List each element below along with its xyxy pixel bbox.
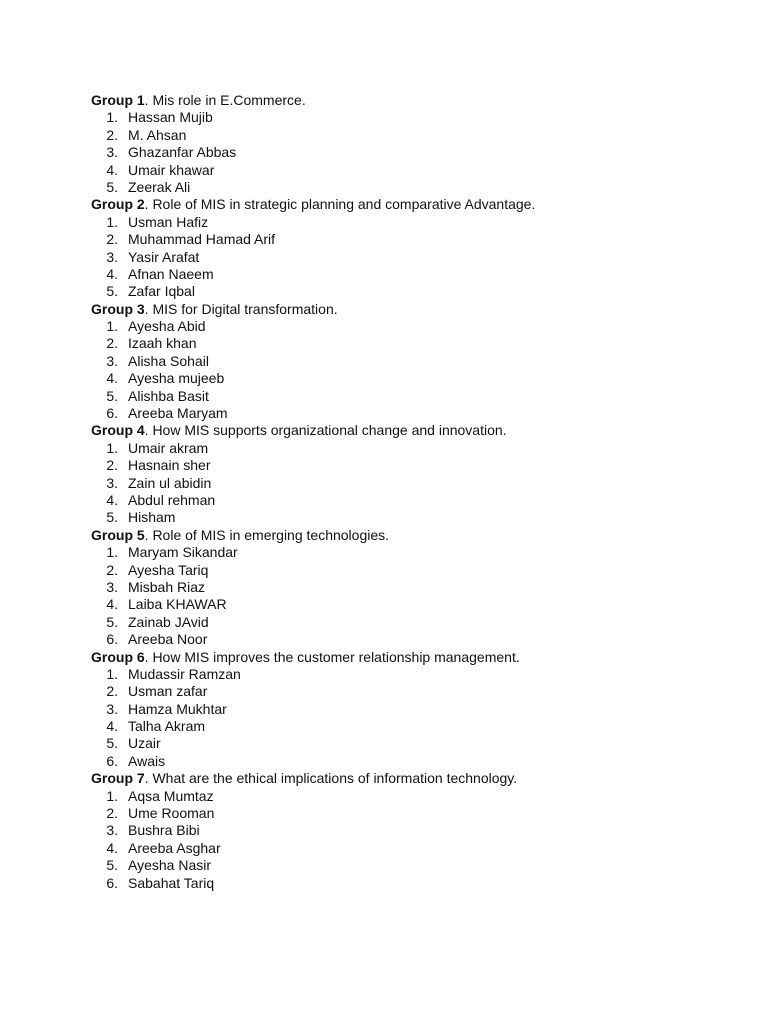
list-item bbox=[91, 214, 731, 231]
list-item bbox=[91, 788, 731, 805]
list-item-number: 3. bbox=[106, 248, 118, 265]
list-item-number: 1. bbox=[106, 544, 118, 561]
list-item-number: 2. bbox=[106, 561, 118, 578]
list-item-number: 3. bbox=[106, 578, 118, 595]
member-name: Muhammad Hamad Arif bbox=[128, 231, 276, 248]
group-topic: . Mis role in E.Commerce. bbox=[144, 92, 306, 108]
list-item-number: 6. bbox=[106, 752, 118, 769]
list-item-number: 4. bbox=[106, 161, 118, 178]
list-item-number: 1. bbox=[106, 109, 118, 126]
member-list bbox=[91, 666, 731, 770]
list-item bbox=[91, 109, 731, 126]
list-item-number: 6. bbox=[106, 874, 118, 891]
member-name: Umair khawar bbox=[128, 161, 215, 178]
member-name: Areeba Maryam bbox=[128, 405, 228, 422]
group-section bbox=[91, 301, 731, 423]
list-item-number: 4. bbox=[106, 839, 118, 856]
group-heading bbox=[91, 92, 731, 109]
list-item bbox=[91, 405, 731, 422]
member-list bbox=[91, 109, 731, 196]
group-heading bbox=[91, 770, 731, 787]
list-item-number: 5. bbox=[106, 613, 118, 630]
list-item bbox=[91, 475, 731, 492]
member-name: Areeba Noor bbox=[128, 631, 208, 648]
member-name: Misbah Riaz bbox=[128, 578, 206, 595]
list-item-number: 3. bbox=[106, 352, 118, 369]
list-item-number: 5. bbox=[106, 735, 118, 752]
member-name: Yasir Arafat bbox=[128, 248, 200, 265]
list-item-number: 4. bbox=[106, 370, 118, 387]
group-topic: . Role of MIS in strategic planning and comparative Advantage. bbox=[144, 196, 536, 213]
member-name: Zafar Iqbal bbox=[128, 283, 195, 300]
list-item bbox=[91, 596, 731, 613]
group-heading bbox=[91, 649, 731, 666]
member-name: Sabahat Tariq bbox=[128, 874, 215, 891]
list-item-number: 3. bbox=[106, 474, 118, 491]
group-label: Group 7 bbox=[91, 770, 145, 787]
list-item-number: 1. bbox=[106, 213, 118, 230]
list-item-number: 4. bbox=[106, 491, 118, 508]
list-item bbox=[91, 805, 731, 822]
list-item bbox=[91, 127, 731, 144]
group-topic: . MIS for Digital transformation. bbox=[144, 300, 338, 317]
list-item-number: 4. bbox=[106, 596, 118, 613]
list-item-number: 1. bbox=[106, 439, 118, 456]
list-item bbox=[91, 318, 731, 335]
list-item bbox=[91, 718, 731, 735]
member-name: Ayesha Tariq bbox=[128, 561, 209, 578]
member-name: Uzair bbox=[128, 735, 161, 752]
list-item-number: 3. bbox=[106, 700, 118, 717]
member-name: Afnan Naeem bbox=[128, 265, 214, 282]
member-name: M. Ahsan bbox=[128, 126, 187, 143]
list-item bbox=[91, 579, 731, 596]
member-name: Izaah khan bbox=[128, 335, 197, 352]
member-name: Alishba Basit bbox=[128, 387, 209, 404]
list-item-number: 5. bbox=[106, 509, 118, 526]
group-heading bbox=[91, 527, 731, 544]
group-section bbox=[91, 770, 731, 892]
group-heading bbox=[91, 196, 731, 213]
group-label: Group 4 bbox=[91, 422, 145, 439]
list-item-number: 1. bbox=[106, 787, 118, 804]
member-list bbox=[91, 318, 731, 422]
group-topic: . How MIS improves the customer relationship management. bbox=[144, 648, 520, 665]
list-item bbox=[91, 162, 731, 179]
list-item-number: 5. bbox=[106, 387, 118, 404]
list-item bbox=[91, 231, 731, 248]
list-item-number: 2. bbox=[106, 335, 118, 352]
member-name: Maryam Sikandar bbox=[128, 544, 238, 561]
list-item bbox=[91, 753, 731, 770]
member-name: Abdul rehman bbox=[128, 491, 216, 508]
member-name: Laiba KHAWAR bbox=[128, 596, 227, 613]
member-name: Zeerak Ali bbox=[128, 178, 191, 195]
list-item bbox=[91, 614, 731, 631]
list-item bbox=[91, 840, 731, 857]
list-item bbox=[91, 335, 731, 352]
list-item-number: 2. bbox=[106, 126, 118, 143]
member-name: Hamza Mukhtar bbox=[128, 700, 227, 717]
list-item-number: 6. bbox=[106, 405, 118, 422]
list-item bbox=[91, 544, 731, 561]
list-item bbox=[91, 857, 731, 874]
member-name: Ghazanfar Abbas bbox=[128, 144, 237, 161]
member-name: Usman zafar bbox=[128, 683, 208, 700]
group-heading bbox=[91, 422, 731, 439]
list-item-number: 5. bbox=[106, 857, 118, 874]
group-label: Group 3 bbox=[91, 300, 145, 317]
group-section bbox=[91, 92, 731, 196]
group-topic: . How MIS supports organizational change and innovation. bbox=[144, 422, 507, 439]
document-page bbox=[91, 92, 731, 892]
list-item-number: 5. bbox=[106, 283, 118, 300]
group-topic: . Role of MIS in emerging technologies. bbox=[144, 526, 390, 543]
list-item bbox=[91, 388, 731, 405]
member-name: Mudassir Ramzan bbox=[128, 665, 241, 682]
group-label: Group 1 bbox=[91, 92, 145, 108]
member-name: Zain ul abidin bbox=[128, 474, 212, 491]
list-item bbox=[91, 370, 731, 387]
list-item-number: 2. bbox=[106, 457, 118, 474]
member-name: Hassan Mujib bbox=[128, 109, 213, 126]
group-section bbox=[91, 527, 731, 649]
list-item bbox=[91, 492, 731, 509]
list-item bbox=[91, 144, 731, 161]
member-name: Hasnain sher bbox=[128, 457, 211, 474]
group-label: Group 2 bbox=[91, 196, 145, 213]
list-item-number: 3. bbox=[106, 822, 118, 839]
group-label: Group 6 bbox=[91, 648, 145, 665]
group-heading bbox=[91, 301, 731, 318]
member-name: Bushra Bibi bbox=[128, 822, 200, 839]
member-list bbox=[91, 544, 731, 648]
member-list bbox=[91, 214, 731, 301]
list-item bbox=[91, 440, 731, 457]
member-name: Awais bbox=[128, 752, 166, 769]
list-item bbox=[91, 735, 731, 752]
list-item-number: 5. bbox=[106, 178, 118, 195]
list-item bbox=[91, 562, 731, 579]
list-item-number: 2. bbox=[106, 805, 118, 822]
list-item-number: 2. bbox=[106, 231, 118, 248]
list-item bbox=[91, 701, 731, 718]
member-name: Ayesha Nasir bbox=[128, 857, 212, 874]
member-name: Umair akram bbox=[128, 439, 209, 456]
list-item bbox=[91, 683, 731, 700]
member-name: Alisha Sohail bbox=[128, 352, 209, 369]
list-item-number: 3. bbox=[106, 144, 118, 161]
group-section bbox=[91, 196, 731, 300]
group-section bbox=[91, 422, 731, 526]
list-item bbox=[91, 666, 731, 683]
list-item-number: 1. bbox=[106, 665, 118, 682]
member-name: Areeba Asghar bbox=[128, 839, 221, 856]
list-item bbox=[91, 353, 731, 370]
group-section bbox=[91, 649, 731, 771]
list-item bbox=[91, 822, 731, 839]
list-item bbox=[91, 179, 731, 196]
list-item bbox=[91, 875, 731, 892]
member-list bbox=[91, 440, 731, 527]
list-item bbox=[91, 249, 731, 266]
member-name: Zainab JAvid bbox=[128, 613, 209, 630]
list-item bbox=[91, 283, 731, 300]
group-topic: . What are the ethical implications of information technology. bbox=[144, 770, 518, 787]
list-item-number: 4. bbox=[106, 265, 118, 282]
member-list bbox=[91, 788, 731, 892]
list-item-number: 6. bbox=[106, 631, 118, 648]
list-item-number: 1. bbox=[106, 318, 118, 335]
member-name: Ume Rooman bbox=[128, 805, 215, 822]
list-item bbox=[91, 631, 731, 648]
member-name: Usman Hafiz bbox=[128, 213, 209, 230]
list-item bbox=[91, 457, 731, 474]
list-item bbox=[91, 266, 731, 283]
list-item-number: 2. bbox=[106, 683, 118, 700]
member-name: Ayesha mujeeb bbox=[128, 370, 225, 387]
member-name: Aqsa Mumtaz bbox=[128, 787, 214, 804]
group-label: Group 5 bbox=[91, 526, 145, 543]
list-item bbox=[91, 509, 731, 526]
member-name: Hisham bbox=[128, 509, 176, 526]
list-item-number: 4. bbox=[106, 718, 118, 735]
member-name: Ayesha Abid bbox=[128, 318, 206, 335]
member-name: Talha Akram bbox=[128, 718, 206, 735]
